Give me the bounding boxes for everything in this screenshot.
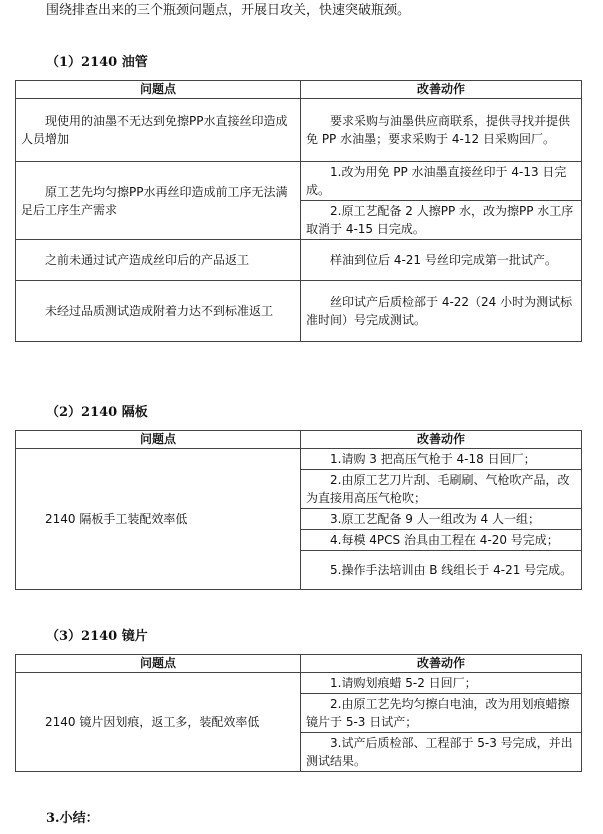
header-issue: 问题点 — [16, 431, 301, 449]
action-cell: 1.请购 3 把高压气枪于 4-18 日回厂； — [301, 449, 582, 470]
issue-cell: 2140 镜片因划痕，返工多，装配效率低 — [16, 673, 301, 772]
action-cell: 2.由原工艺先均匀擦白电油，改为用划痕蜡擦镜片于 5-3 日试产； — [301, 694, 582, 733]
issue-cell: 之前未通过试产造成丝印后的产品返工 — [16, 240, 301, 281]
action-cell: 样油到位后 4-21 号丝印完成第一批试产。 — [301, 240, 582, 281]
action-cell: 5.操作手法培训由 B 线组长于 4-21 号完成。 — [301, 551, 582, 590]
summary-title: 3.小结： — [46, 811, 99, 826]
action-cell: 4.每模 4PCS 治具由工程在 4-20 号完成； — [301, 530, 582, 551]
table-row — [16, 449, 582, 470]
intro-text: 围绕排查出来的三个瓶颈问题点，开展日攻关，快速突破瓶颈。 — [46, 3, 411, 18]
table-header-row — [16, 655, 582, 673]
action-cell: 丝印试产后质检部于 4-22（24 小时为测试标准时间）号完成测试。 — [301, 281, 582, 342]
table-row — [16, 281, 582, 342]
header-action: 改善动作 — [301, 655, 582, 673]
table-header-row — [16, 81, 582, 99]
table-row — [16, 162, 582, 201]
table-partition — [15, 430, 582, 590]
header-action: 改善动作 — [301, 431, 582, 449]
issue-cell: 原工艺先均匀擦PP水再丝印造成前工序无法满足后工序生产需求 — [16, 162, 301, 240]
action-cell: 3.原工艺配备 9 人一组改为 4 人一组； — [301, 509, 582, 530]
header-action: 改善动作 — [301, 81, 582, 99]
action-cell: 1.改为用免 PP 水油墨直接丝印于 4-13 日完成。 — [301, 162, 582, 201]
table-row — [16, 99, 582, 162]
action-cell: 2.由原工艺刀片刮、毛刷刷、气枪吹产品，改为直接用高压气枪吹； — [301, 470, 582, 509]
header-issue: 问题点 — [16, 81, 301, 99]
issue-cell: 现使用的油墨不无达到免擦PP水直接丝印造成人员增加 — [16, 99, 301, 162]
table-oil-pipe — [15, 80, 582, 342]
issue-cell: 未经过品质测试造成附着力达不到标准返工 — [16, 281, 301, 342]
section-title-lens: （3）2140 镜片 — [46, 629, 148, 644]
action-cell: 要求采购与油墨供应商联系，提供寻找并提供免 PP 水油墨；要求采购于 4-12 日采购回厂。 — [301, 99, 582, 162]
section-title-oil-pipe: （1）2140 油管 — [46, 55, 148, 70]
issue-cell: 2140 隔板手工装配效率低 — [16, 449, 301, 590]
action-cell: 1.请购划痕蜡 5-2 日回厂； — [301, 673, 582, 694]
table-row — [16, 673, 582, 694]
action-cell: 3.试产后质检部、工程部于 5-3 号完成，并出测试结果。 — [301, 733, 582, 772]
table-header-row — [16, 431, 582, 449]
action-cell: 2.原工艺配备 2 人擦PP 水，改为擦PP 水工序取消于 4-15 日完成。 — [301, 201, 582, 240]
table-lens — [15, 654, 582, 772]
section-title-partition: （2）2140 隔板 — [46, 405, 148, 420]
table-row — [16, 240, 582, 281]
header-issue: 问题点 — [16, 655, 301, 673]
